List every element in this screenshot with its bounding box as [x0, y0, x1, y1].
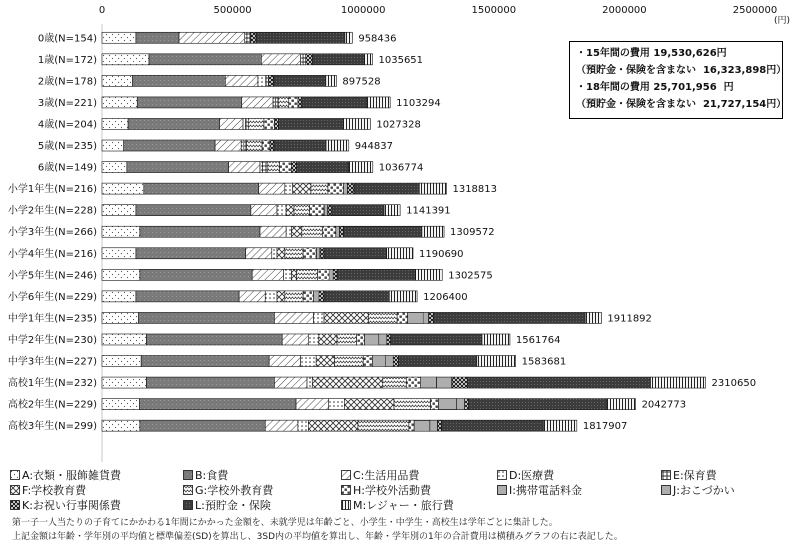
legend-swatch: [661, 485, 671, 495]
bar-segment: [102, 291, 136, 302]
bar-segment: [256, 32, 345, 43]
legend-item: [10, 482, 86, 498]
total-label: 1103294: [396, 97, 441, 109]
bar-segment: [284, 269, 292, 280]
bar-segment: [310, 205, 324, 216]
bar-segment: [324, 248, 387, 259]
bar-segment: [324, 205, 328, 216]
bar-segment: [252, 269, 283, 280]
bar-segment: [301, 356, 317, 367]
bar-segment: [397, 312, 407, 323]
bar-segment: [124, 140, 215, 151]
footnote-line-2: 上記金額は年齢・学年別の平均値と標準偏差(SD)を算出し、3SD内の平均値を算出し、年齢・学年別の1年の合計費用は横積みグラフの右に表記した。: [12, 532, 623, 542]
bar-segment: [323, 226, 336, 237]
bar-segment: [102, 140, 124, 151]
total-label: 1817907: [582, 421, 628, 433]
legend-swatch: [341, 500, 351, 510]
bar-segment: [136, 205, 251, 216]
bar-segment: [139, 312, 275, 323]
summary-18y-excl-value: 21,727,154円）: [702, 99, 787, 110]
bar-segment: [337, 269, 415, 280]
bar-segment: [294, 205, 310, 216]
bar-segment: [308, 334, 318, 345]
legend-label: G:学校外教育費: [195, 484, 274, 497]
total-label: 1302575: [448, 270, 493, 282]
bar-segment: [430, 420, 438, 431]
bar-segment: [317, 269, 329, 280]
bar-segment: [365, 54, 373, 65]
bar-segment: [302, 97, 367, 108]
bar-segment: [102, 75, 133, 86]
total-label: 1027328: [376, 119, 421, 131]
legend-swatch: [10, 500, 20, 510]
bar-segment: [334, 356, 363, 367]
bar-segment: [102, 269, 140, 280]
bar-segment: [387, 248, 413, 259]
bar-segment: [438, 399, 456, 410]
bar-segment: [349, 162, 373, 173]
bar-segment: [306, 54, 313, 65]
legend-item: [497, 467, 554, 483]
total-label: 2310650: [711, 378, 757, 390]
legend-swatch: [10, 485, 20, 495]
total-label: 1911892: [607, 313, 652, 325]
bar-segment: [274, 377, 307, 388]
bar-segment: [365, 334, 379, 345]
bar-segment: [102, 226, 140, 237]
bar-segment: [242, 97, 273, 108]
bar-segment: [291, 226, 301, 237]
bar-segment: [326, 140, 349, 151]
bar-segment: [482, 334, 510, 345]
bar-segment: [585, 312, 601, 323]
bar-segment: [136, 248, 246, 259]
bar-segment: [314, 312, 324, 323]
x-tick-label: 1500000: [471, 5, 517, 16]
legend-label: M:レジャー・旅行費: [353, 499, 454, 512]
legend-item: [183, 497, 271, 513]
bar-segment: [263, 162, 268, 173]
summary-15y-excl-value: 16,323,898円）: [702, 65, 787, 76]
bar-segment: [179, 32, 244, 43]
bar-segment: [344, 399, 394, 410]
bar-segment: [277, 248, 285, 259]
bar-segment: [225, 75, 258, 86]
bar-segment: [274, 140, 326, 151]
bar-segment: [136, 32, 179, 43]
category-label: 中学1年生(N=235): [7, 313, 97, 325]
bar-segment: [278, 97, 288, 108]
legend-label: E:保育費: [673, 469, 717, 482]
bar-segment: [389, 291, 417, 302]
bar-segment: [280, 162, 292, 173]
bar-segment: [286, 205, 294, 216]
total-label: 1583681: [521, 356, 567, 368]
bar-segment: [297, 269, 318, 280]
legend-label: J:おこづかい: [673, 484, 735, 497]
total-label: 1035651: [378, 54, 424, 66]
category-label: 小学5年生(N=246): [7, 270, 97, 282]
bar-segment: [241, 140, 244, 151]
bar-segment: [264, 118, 274, 129]
bar-segment: [419, 183, 446, 194]
category-label: 小学2年生(N=228): [7, 205, 97, 217]
bar-segment: [146, 377, 274, 388]
bar-segment: [261, 54, 300, 65]
bar-segment: [285, 183, 293, 194]
category-label: 1歳(N=172): [37, 54, 97, 66]
category-label: 中学2年生(N=230): [7, 334, 97, 346]
bar-segment: [102, 399, 139, 410]
bar-segment: [372, 356, 385, 367]
bar-segment: [301, 54, 304, 65]
summary-18y-label: ・18年間の費用: [576, 82, 650, 93]
bar-segment: [102, 334, 146, 345]
bar-segment: [607, 399, 636, 410]
bar-segment: [393, 356, 398, 367]
legend-label: C:生活用品費: [353, 469, 420, 482]
category-label: 中学3年生(N=227): [7, 356, 97, 368]
bar-segment: [273, 97, 276, 108]
total-label: 958436: [358, 33, 397, 45]
bar-segment: [368, 312, 397, 323]
category-label: 小学3年生(N=266): [7, 227, 97, 239]
legend-label: D:医療費: [509, 469, 555, 482]
x-tick-label: 0: [98, 5, 106, 16]
category-label: 高校2年生(N=229): [7, 399, 97, 411]
bar-segment: [128, 118, 219, 129]
bar-segment: [296, 399, 329, 410]
total-label: 1036774: [378, 162, 424, 174]
legend-item: [10, 467, 121, 483]
category-label: 4歳(N=204): [37, 119, 97, 131]
category-label: 6歳(N=149): [37, 162, 97, 174]
bar-segment: [278, 118, 343, 129]
bar-segment: [102, 118, 128, 129]
bar-segment: [102, 377, 146, 388]
bar-segment: [274, 118, 278, 129]
bar-segment: [332, 205, 384, 216]
total-label: 897528: [342, 76, 381, 88]
bar-segment: [246, 118, 249, 129]
bar-segment: [102, 162, 127, 173]
bar-segment: [274, 312, 313, 323]
bar-segment: [251, 32, 256, 43]
bar-segment: [319, 291, 324, 302]
legend-item: [183, 482, 273, 498]
bar-segment: [367, 97, 390, 108]
legend-label: K:お祝い行事関係費: [22, 499, 121, 512]
legend-swatch: [661, 470, 671, 480]
bar-segment: [102, 205, 136, 216]
bar-segment: [415, 269, 442, 280]
bar-segment: [277, 291, 285, 302]
bar-segment: [423, 312, 428, 323]
bar-segment: [328, 205, 332, 216]
bar-segment: [102, 54, 149, 65]
bar-segment: [363, 356, 372, 367]
summary-15y-excl-label: （預貯金・保険を含まない: [576, 65, 696, 76]
bar-segment: [293, 183, 311, 194]
bar-segment: [262, 140, 270, 151]
bar-segment: [329, 269, 333, 280]
x-tick-label: 2000000: [602, 5, 647, 16]
legend-label: H:学校外活動費: [353, 484, 431, 497]
bar-segment: [258, 75, 266, 86]
bar-segment: [102, 248, 136, 259]
x-tick-label: 2500000: [732, 5, 778, 16]
summary-15y-label: ・15年間の費用: [576, 48, 650, 59]
footnote-line-1: 第一子一人当たりの子育てにかかわる1年間にかかった金額を、未就学児は年齢ごと、小学生・中学生・高校生は学年ごとに集計した。: [12, 518, 558, 528]
bar-segment: [251, 205, 277, 216]
bar-segment: [319, 334, 337, 345]
bar-segment: [244, 32, 247, 43]
bar-segment: [303, 54, 306, 65]
category-label: 高校3年生(N=299): [7, 421, 97, 433]
bar-segment: [286, 226, 291, 237]
bar-segment: [414, 420, 430, 431]
total-label: 1561764: [515, 334, 561, 346]
bar-segment: [543, 420, 576, 431]
bar-segment: [276, 97, 279, 108]
bar-segment: [383, 377, 407, 388]
bar-segment: [340, 226, 344, 237]
legend-swatch: [10, 470, 20, 480]
legend-swatch: [497, 485, 507, 495]
legend-swatch: [183, 470, 193, 480]
bar-segment: [422, 226, 444, 237]
total-label: 1318813: [452, 184, 498, 196]
bar-segment: [285, 291, 303, 302]
bar-segment: [307, 377, 312, 388]
bar-segment: [291, 269, 296, 280]
bar-segment: [297, 162, 349, 173]
bar-segment: [337, 334, 357, 345]
bar-segment: [324, 312, 368, 323]
total-label: 1206400: [423, 291, 468, 303]
legend-swatch: [341, 485, 351, 495]
bar-segment: [408, 312, 424, 323]
bar-segment: [452, 377, 468, 388]
category-label: 5歳(N=235): [37, 141, 97, 153]
bar-segment: [345, 32, 352, 43]
legend-item: [497, 482, 582, 498]
bar-segment: [651, 377, 706, 388]
bar-segment: [140, 420, 265, 431]
bar-segment: [141, 356, 269, 367]
bar-segment: [312, 377, 383, 388]
legend-item: [341, 497, 454, 513]
bar-segment: [277, 205, 286, 216]
bar-segment: [354, 183, 419, 194]
bar-segment: [265, 291, 277, 302]
bar-segment: [324, 291, 389, 302]
bar-segment: [314, 291, 319, 302]
bar-segment: [387, 334, 391, 345]
bar-segment: [102, 356, 141, 367]
bar-segment: [248, 118, 264, 129]
bar-segment: [333, 269, 337, 280]
bar-segment: [102, 32, 136, 43]
bar-segment: [308, 420, 358, 431]
bar-segment: [357, 334, 365, 345]
bar-segment: [312, 54, 364, 65]
bar-segment: [270, 140, 274, 151]
summary-box: [569, 41, 787, 119]
bar-segment: [133, 75, 226, 86]
bar-segment: [140, 269, 252, 280]
bar-segment: [269, 356, 300, 367]
legend-item: [661, 467, 717, 483]
bar-segment: [220, 118, 244, 129]
total-label: 2042773: [641, 399, 687, 411]
bar-segment: [102, 420, 140, 431]
bar-segment: [457, 399, 465, 410]
bar-segment: [274, 75, 326, 86]
bar-segment: [102, 312, 139, 323]
bar-segment: [438, 420, 442, 431]
bar-segment: [429, 312, 434, 323]
bar-segment: [385, 356, 393, 367]
bar-segment: [298, 420, 308, 431]
bar-segment: [344, 226, 422, 237]
legend-label: L:預貯金・保険: [195, 499, 271, 512]
legend-label: I:携帯電話料金: [509, 484, 582, 497]
bar-segment: [291, 162, 296, 173]
bar-segment: [144, 183, 259, 194]
category-label: 小学6年生(N=229): [7, 291, 97, 303]
category-label: 小学1年生(N=216): [7, 184, 97, 196]
bar-segment: [243, 118, 246, 129]
bar-segment: [442, 420, 544, 431]
summary-18y-unit: 円: [723, 82, 734, 93]
category-label: 2歳(N=178): [37, 76, 97, 88]
bar-segment: [149, 54, 261, 65]
bar-segment: [316, 248, 320, 259]
bar-segment: [136, 291, 239, 302]
bar-segment: [379, 334, 387, 345]
legend-item: [183, 467, 228, 483]
bar-segment: [137, 97, 241, 108]
category-label: 3歳(N=221): [37, 97, 97, 109]
bar-segment: [384, 205, 400, 216]
x-tick-label: 500000: [213, 5, 252, 16]
category-label: 高校1年生(N=232): [7, 378, 97, 390]
bar-segment: [320, 248, 324, 259]
bar-segment: [215, 140, 241, 151]
category-label: 小学4年生(N=216): [7, 248, 97, 260]
bar-segment: [229, 162, 260, 173]
bar-segment: [421, 377, 437, 388]
bar-segment: [336, 226, 340, 237]
legend-swatch: [183, 500, 193, 510]
legend-item: [661, 482, 735, 498]
bar-segment: [260, 162, 263, 173]
bar-segment: [272, 248, 277, 259]
bar-segment: [468, 377, 651, 388]
bar-segment: [409, 420, 414, 431]
bar-segment: [146, 334, 282, 345]
category-label: 0歳(N=154): [37, 33, 97, 45]
legend-swatch: [497, 470, 507, 480]
total-label: 1309572: [450, 227, 495, 239]
bar-segment: [434, 312, 585, 323]
legend-label: B:食費: [195, 469, 229, 482]
bar-segment: [344, 183, 348, 194]
bar-segment: [282, 334, 308, 345]
bar-segment: [268, 75, 273, 86]
bar-segment: [436, 377, 452, 388]
legend-swatch: [183, 485, 193, 495]
bar-segment: [289, 97, 298, 108]
legend-item: [341, 482, 431, 498]
bar-segment: [127, 162, 229, 173]
bar-segment: [328, 183, 344, 194]
bar-segment: [102, 97, 137, 108]
x-tick-label: 1000000: [340, 5, 386, 16]
total-label: 1190690: [419, 248, 464, 260]
summary-18y-value: 25,701,956: [653, 82, 717, 93]
bar-segment: [398, 356, 476, 367]
total-label: 944837: [354, 141, 393, 153]
bar-segment: [477, 356, 516, 367]
bar-segment: [316, 356, 334, 367]
bar-segment: [239, 291, 265, 302]
bar-segment: [140, 226, 260, 237]
bar-segment: [265, 420, 298, 431]
bar-segment: [394, 399, 431, 410]
bar-segment: [139, 399, 296, 410]
bar-segment: [244, 140, 247, 151]
summary-15y-value: 19,530,626円: [653, 48, 727, 59]
bar-segment: [246, 140, 262, 151]
total-label: 1141391: [406, 205, 451, 217]
bar-segment: [358, 420, 409, 431]
bar-segment: [326, 75, 337, 86]
bar-segment: [348, 183, 355, 194]
bar-segment: [302, 226, 323, 237]
bar-segment: [303, 291, 313, 302]
bar-segment: [406, 377, 420, 388]
legend-swatch: [341, 470, 351, 480]
bar-segment: [391, 334, 482, 345]
bar-segment: [285, 248, 303, 259]
bar-segment: [431, 399, 439, 410]
x-axis-unit: (円): [773, 16, 790, 26]
bar-segment: [465, 399, 469, 410]
bar-segment: [468, 399, 606, 410]
bar-segment: [311, 183, 328, 194]
bar-segment: [344, 118, 371, 129]
legend-item: [341, 467, 419, 483]
bar-segment: [246, 248, 272, 259]
bar-segment: [298, 97, 302, 108]
bar-segment: [102, 183, 144, 194]
bar-segment: [260, 226, 286, 237]
bar-segment: [266, 75, 269, 86]
bar-segment: [259, 183, 285, 194]
legend-item: [10, 497, 121, 513]
legend-label: A:衣類・服飾雑貨費: [22, 469, 122, 482]
bar-segment: [303, 248, 316, 259]
legend-label: F:学校教育費: [22, 484, 87, 497]
bar-segment: [268, 162, 280, 173]
bar-segment: [329, 399, 345, 410]
summary-18y-excl-label: （預貯金・保険を含まない: [576, 99, 696, 110]
bar-segment: [247, 32, 251, 43]
